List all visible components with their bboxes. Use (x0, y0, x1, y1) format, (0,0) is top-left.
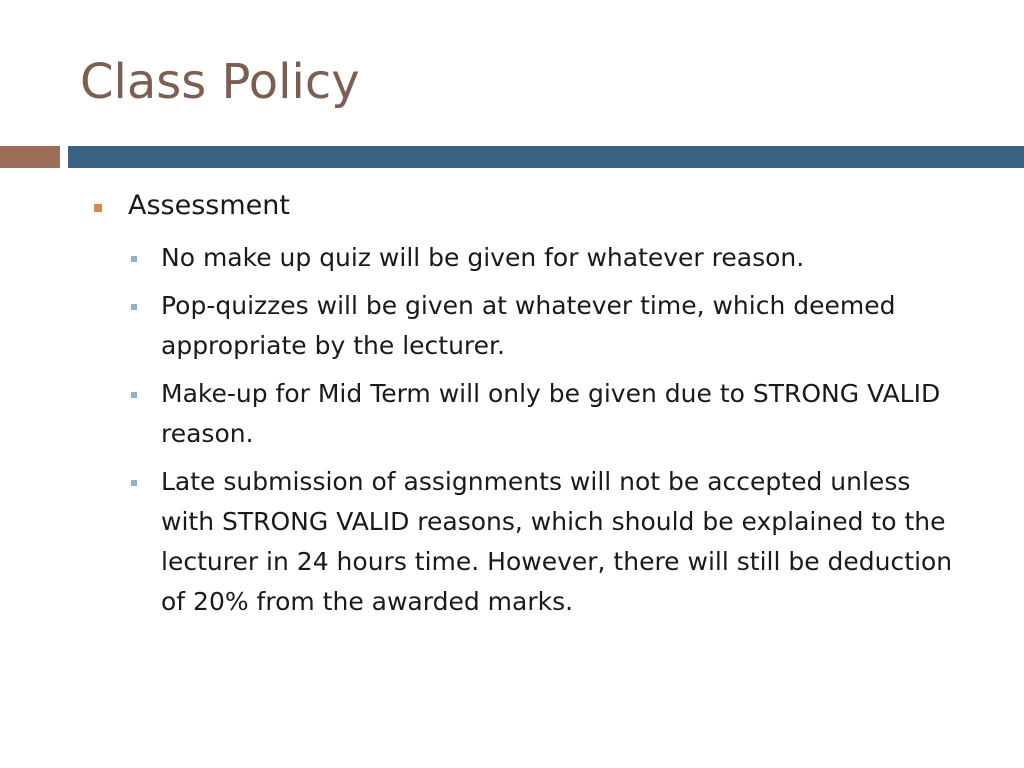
small-square-bullet-icon (131, 256, 137, 262)
sub-bullet-item (0, 374, 1024, 454)
sub-bullet-text: Make-up for Mid Term will only be given due to STRONG VALID reason. (161, 379, 941, 448)
sub-bullet-item (0, 238, 1024, 278)
title-accent-bar-blue (68, 146, 1024, 168)
sub-bullet-text: Pop-quizzes will be given at whatever time, which deemed appropriate by the lecturer. (161, 291, 896, 360)
square-bullet-icon (94, 204, 102, 212)
slide-title: Class Policy (80, 54, 360, 110)
sub-bullet-text: Late submission of assignments will not be accepted unless with STRONG VALID reasons, which should be explained to the lecturer in 24 hours time. However, there will still be deduction of 20% from the awarded marks. (161, 467, 953, 616)
title-accent-bar-brown (0, 146, 60, 168)
sub-bullet-item (0, 286, 1024, 366)
sub-bullet-item (0, 462, 1024, 622)
small-square-bullet-icon (131, 480, 137, 486)
sub-bullet-list (0, 238, 1024, 630)
small-square-bullet-icon (131, 304, 137, 310)
bullet-assessment: Assessment (128, 190, 290, 221)
small-square-bullet-icon (131, 392, 137, 398)
sub-bullet-text: No make up quiz will be given for whatever reason. (161, 243, 805, 272)
